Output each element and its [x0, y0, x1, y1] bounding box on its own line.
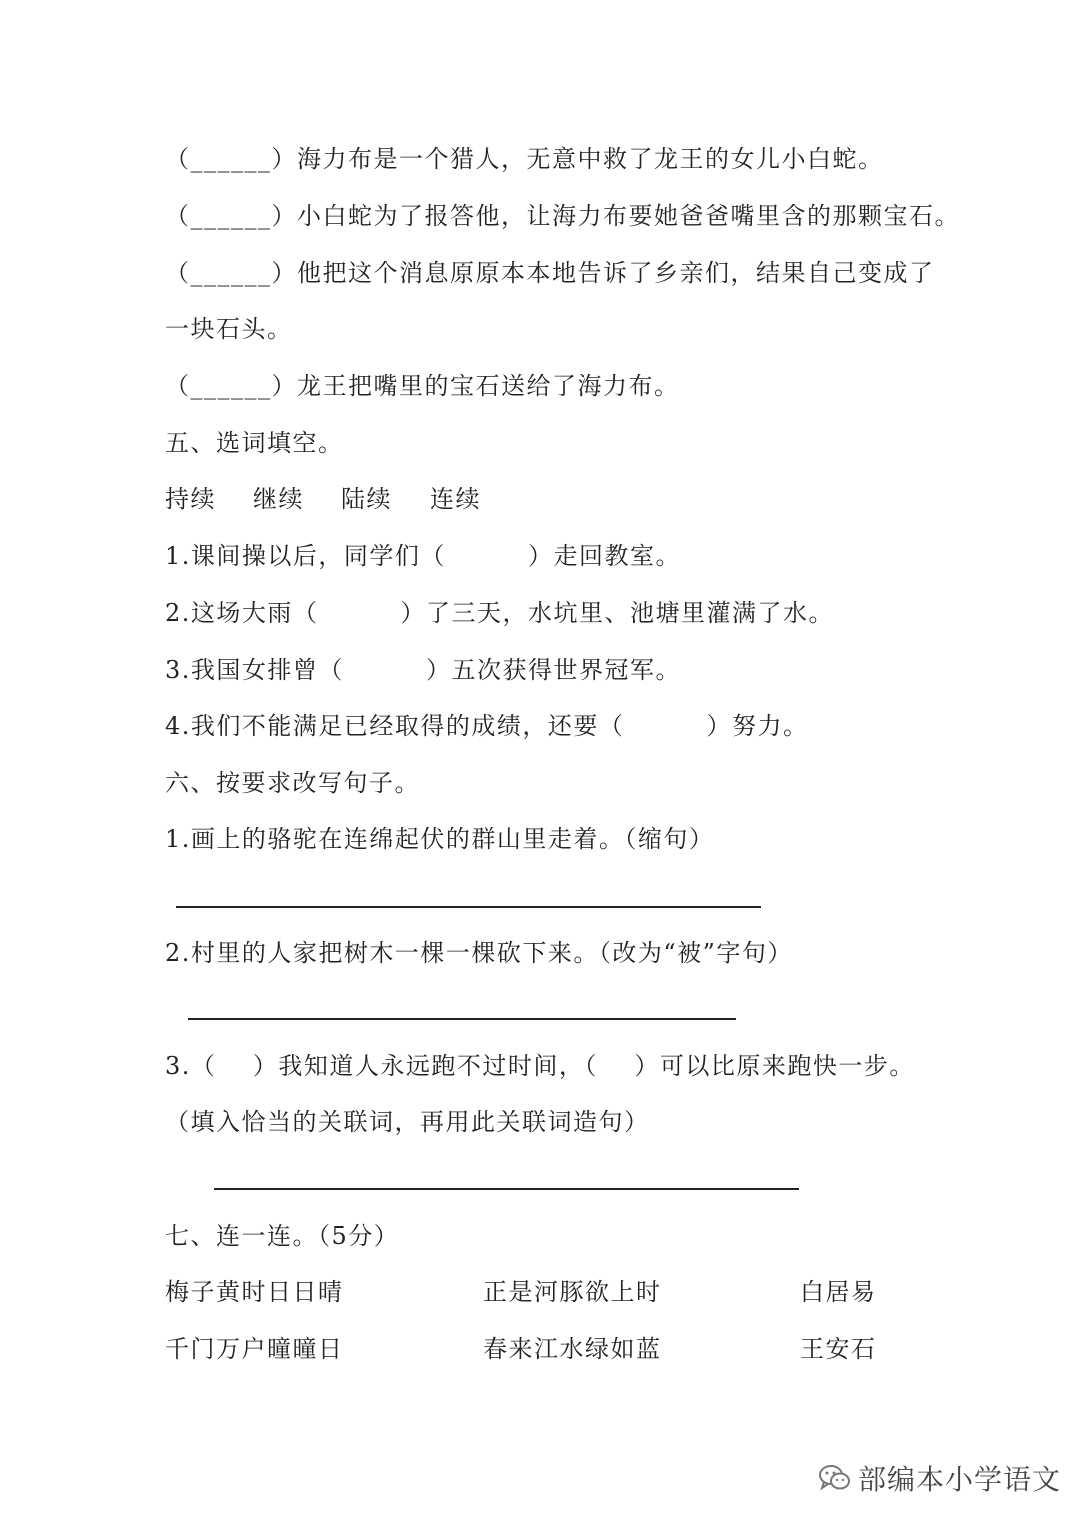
rewrite-question-3-note: （填入恰当的关联词，再用此关联词造句） — [165, 1108, 650, 1136]
poem-line-left-2: 千门万户曈曈日 — [165, 1335, 344, 1363]
section7-title: 七、连一连。（5分） — [165, 1222, 400, 1250]
watermark-text: 部编本小学语文 — [858, 1463, 1062, 1496]
fill-question-4: 4.我们不能满足已经取得的成绩，还要（ ）努力。 — [165, 712, 809, 740]
word-option-2: 继续 — [253, 485, 304, 513]
poem-line-middle-2: 春来江水绿如蓝 — [483, 1335, 662, 1363]
word-option-3: 陆续 — [341, 485, 392, 513]
fill-question-1: 1.课间操以后，同学们（ ）走回教室。 — [165, 542, 682, 570]
rewrite-question-3: 3.（ ）我知道人永远跑不过时间，（ ）可以比原来跑快一步。 — [165, 1052, 915, 1080]
answer-line-3 — [214, 1188, 799, 1190]
wechat-icon — [818, 1463, 852, 1493]
ordering-item-3-continued: 一块石头。 — [165, 315, 293, 343]
fill-question-3: 3.我国女排曾（ ）五次获得世界冠军。 — [165, 656, 682, 684]
poet-name-1: 白居易 — [800, 1278, 877, 1306]
answer-line-2 — [188, 1018, 736, 1020]
section5-title: 五、选词填空。 — [165, 429, 344, 457]
rewrite-question-1: 1.画上的骆驼在连绵起伏的群山里走着。（缩句） — [165, 825, 715, 853]
poem-line-left-1: 梅子黄时日日晴 — [165, 1278, 344, 1306]
rewrite-question-2: 2.村里的人家把树木一棵一棵砍下来。（改为“被”字句） — [165, 939, 793, 967]
watermark — [818, 1458, 1061, 1498]
poet-name-2: 王安石 — [800, 1335, 877, 1363]
poem-line-middle-1: 正是河豚欲上时 — [483, 1278, 662, 1306]
word-option-4: 连续 — [430, 485, 481, 513]
ordering-item-4: （______）龙王把嘴里的宝石送给了海力布。 — [165, 372, 680, 400]
ordering-item-3: （______）他把这个消息原原本本地告诉了乡亲们，结果自己变成了 — [165, 259, 935, 287]
ordering-item-2: （______）小白蛇为了报答他，让海力布要她爸爸嘴里含的那颗宝石。 — [165, 202, 960, 230]
ordering-item-1: （______）海力布是一个猎人，无意中救了龙王的女儿小白蛇。 — [165, 145, 884, 173]
answer-line-1 — [176, 906, 761, 908]
word-option-1: 持续 — [165, 485, 216, 513]
section6-title: 六、按要求改写句子。 — [165, 769, 420, 797]
fill-question-2: 2.这场大雨（ ）了三天，水坑里、池塘里灌满了水。 — [165, 599, 835, 627]
